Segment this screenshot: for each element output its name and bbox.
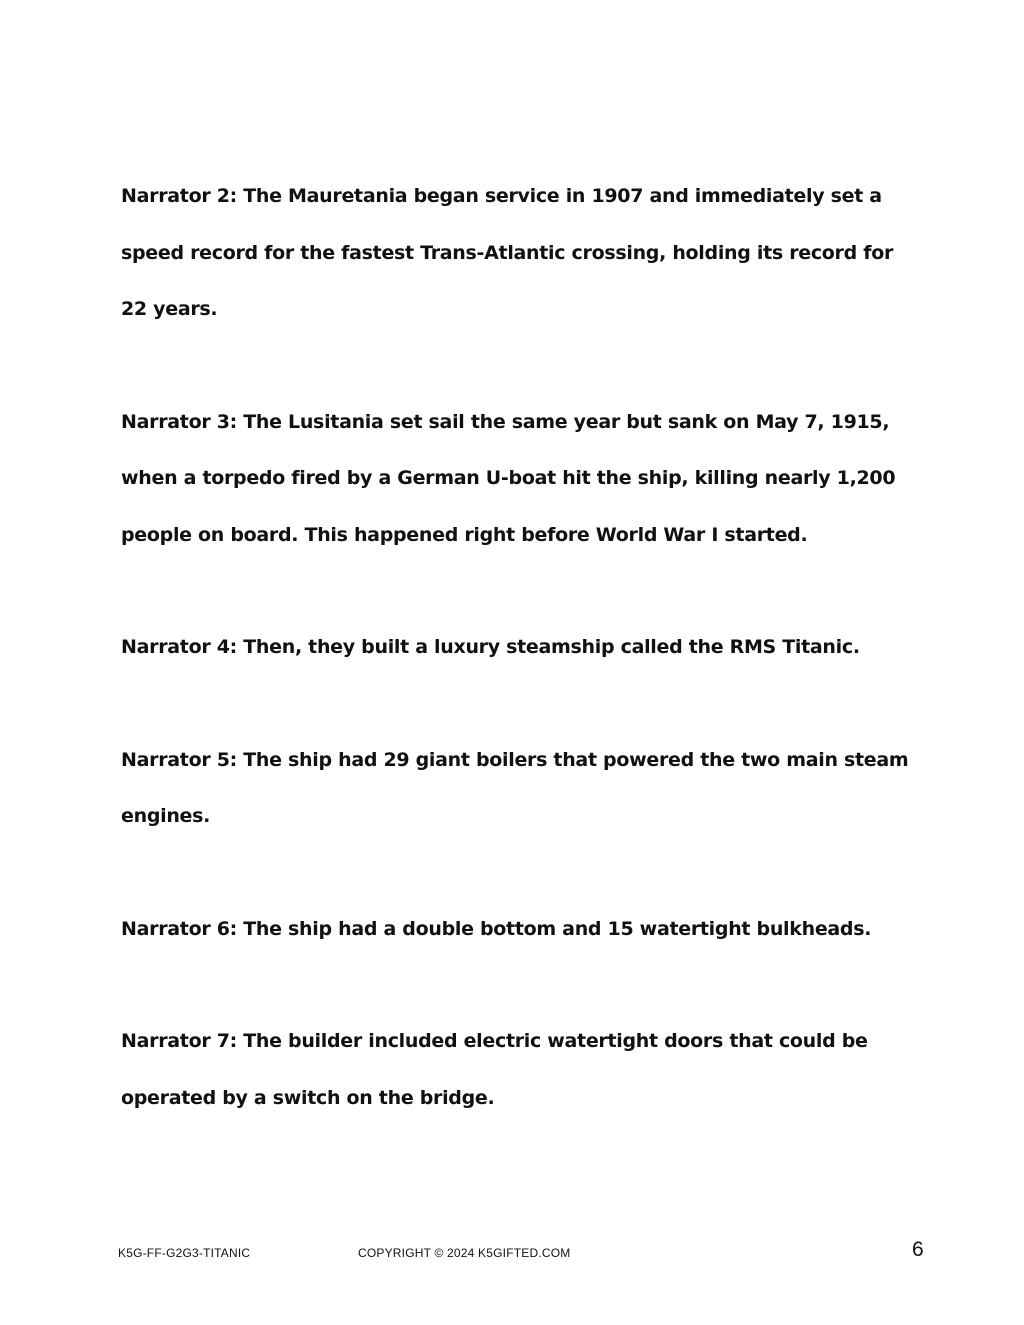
narrator-3-paragraph: Narrator 3: The Lusitania set sail the same year but sank on May 7, 1915, when a torpedo fired by a German U-boat hit the ship, killing nearly 1,200 people on board. This happened right before World War I started. [121,410,896,546]
page-footer [0,1238,1024,1268]
narrator-7-paragraph: Narrator 7: The builder included electric watertight doors that could be operated by a switch on the bridge. [121,1030,868,1109]
narrator-6-paragraph: Narrator 6: The ship had a double bottom and 15 watertight bulkheads. [121,917,872,940]
page-number: 6 [912,1238,924,1261]
narrator-5-paragraph: Narrator 5: The ship had 29 giant boilers that powered the two main steam engines. [121,748,909,827]
copyright-notice: COPYRIGHT © 2024 K5GIFTED.COM [358,1246,571,1260]
narrator-2-paragraph: Narrator 2: The Mauretania began service in 1907 and immediately set a speed record for the fastest Trans-Atlantic crossing, holding its record for 22 years. [121,185,894,320]
narrator-4-paragraph: Narrator 4: Then, they built a luxury steamship called the RMS Titanic. [121,636,860,658]
page-content [121,168,911,1182]
document-code: K5G-FF-G2G3-TITANIC [118,1246,251,1260]
